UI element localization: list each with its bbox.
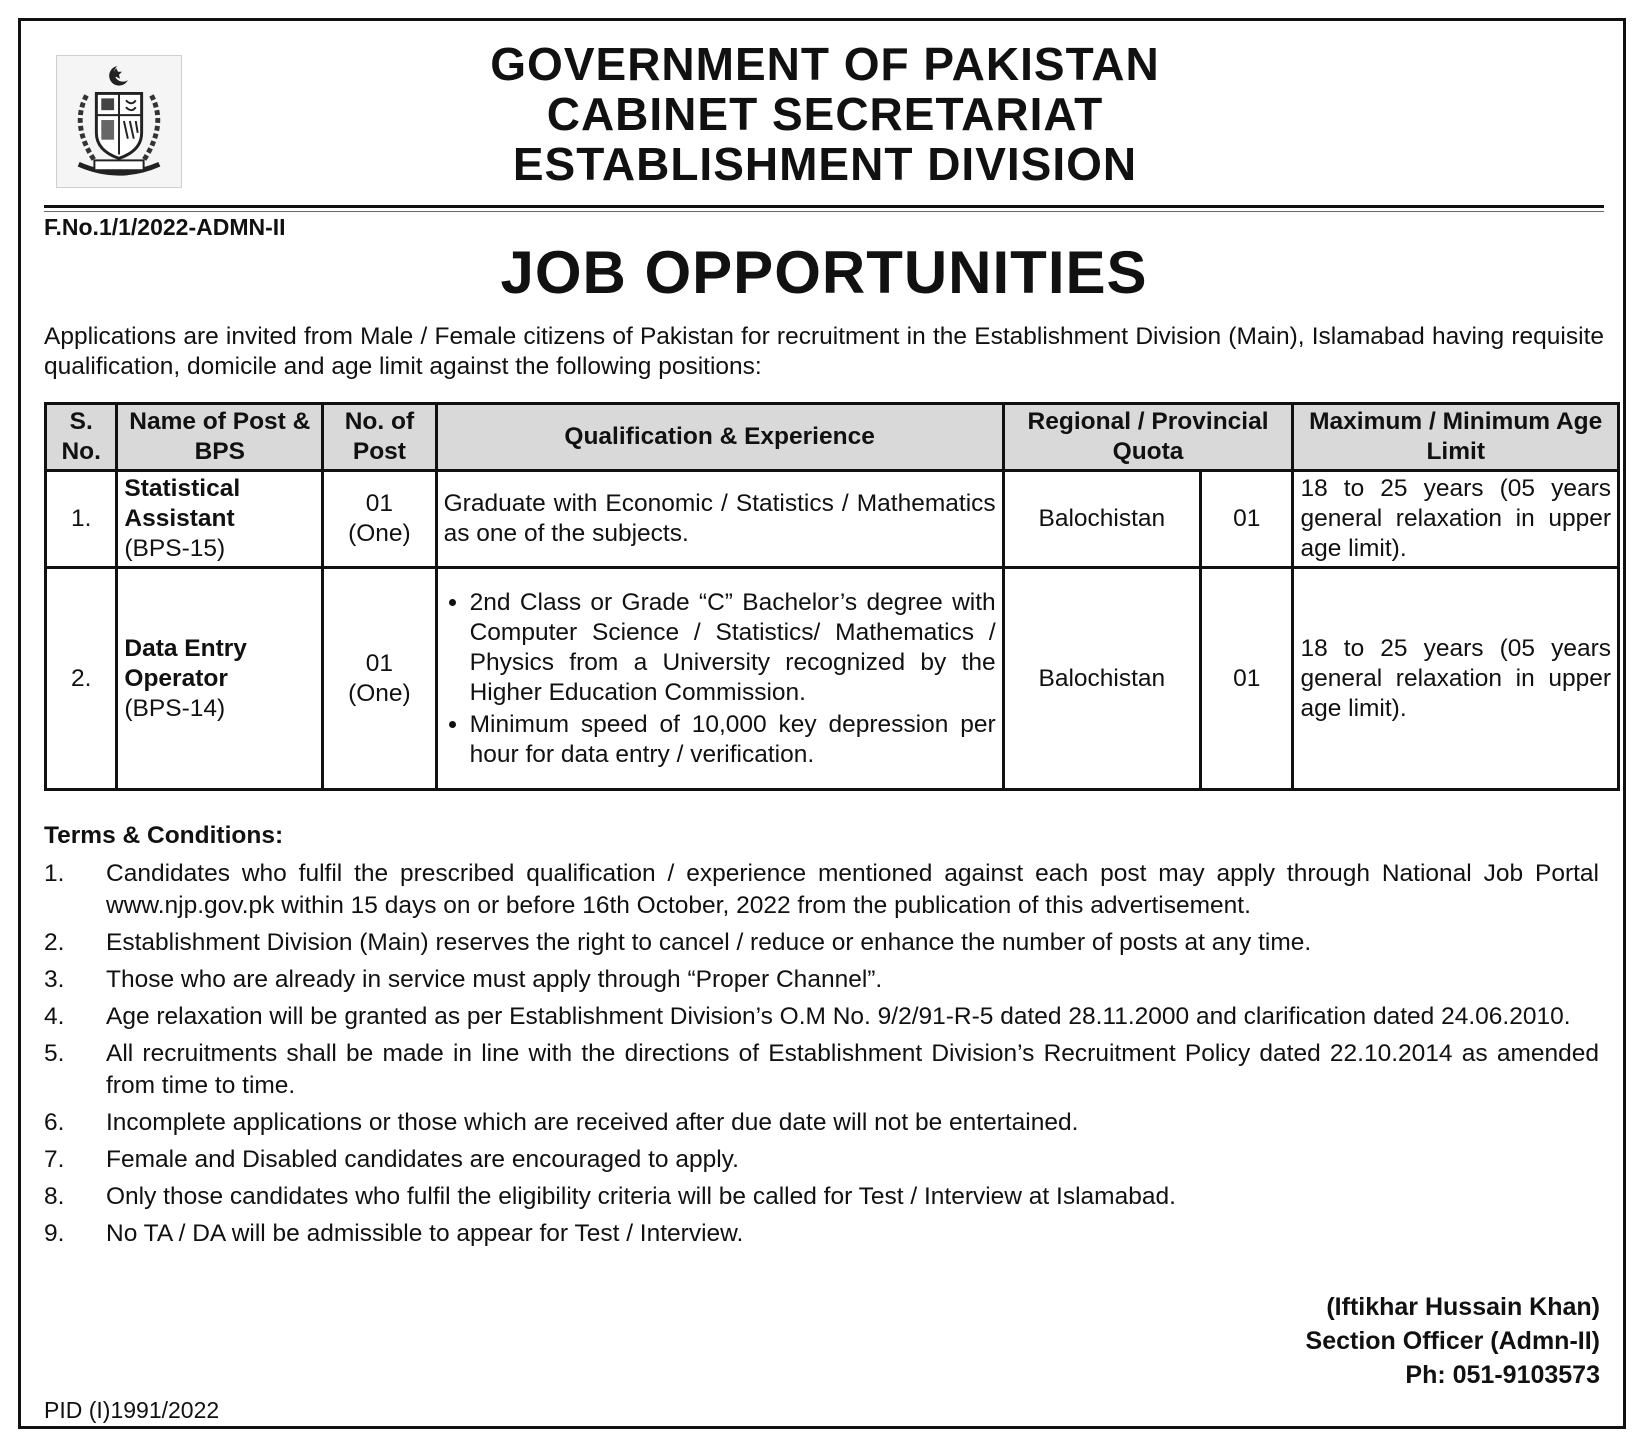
signatory-name: (Iftikhar Hussain Khan) [1326,1293,1600,1321]
cell-age: 18 to 25 years (05 years general relaxation in upper age limit). [1293,568,1619,790]
header-post: Name of Post & BPS [117,404,323,471]
term-number: 5. [44,1040,65,1067]
term-number: 7. [44,1146,65,1173]
signature-block [1306,1290,1600,1392]
list-item [44,964,1599,996]
header-divider [44,205,1604,208]
term-text: All recruitments shall be made in line with the directions of Establishment Division’s Recruitment Policy dated 22.10.2014 as amended from time to time. [106,1040,1599,1099]
term-number: 4. [44,1003,65,1030]
list-item [44,927,1599,959]
header-divider-thin [44,211,1604,212]
header-sno: S. No. [46,404,117,471]
cell-sno: 2. [46,568,117,790]
term-number: 3. [44,966,65,993]
term-text: No TA / DA will be admissible to appear for Test / Interview. [106,1220,744,1247]
page-title: JOB OPPORTUNITIES [500,239,1148,306]
post-count: 01 [365,490,394,517]
post-name: Statistical Assistant [124,475,241,532]
list-item [44,858,1599,922]
signatory-designation: Section Officer (Admn-II) [1305,1327,1600,1355]
term-text: Age relaxation will be granted as per Establishment Division’s O.M No. 9/2/91-R-5 dated 28.11.2000 and clarification dated 24.06.2010. [106,1003,1571,1030]
term-text: Establishment Division (Main) reserves the right to cancel / reduce or enhance the number of posts at any time. [106,929,1312,956]
list-item [44,1038,1599,1102]
list-item [44,1107,1599,1139]
header-line-government: GOVERNMENT OF PAKISTAN [490,38,1160,90]
cell-qualification [436,568,1003,790]
cell-sno: 1. [46,471,117,568]
term-text: Those who are already in service must apply through “Proper Channel”. [106,966,883,993]
cell-quota: 01 [1201,471,1293,568]
cell-region: Balochistan [1003,568,1200,790]
emblem-drawing [57,56,181,187]
table-row [46,471,1619,568]
term-text: Candidates who fulfil the prescribed qualification / experience mentioned against each post may apply through National Job Portal www.njp.gov.pk within 15 days on or before 16th October, 2022 from the publication of this advertisement. [106,860,1599,919]
list-item [44,1001,1599,1033]
header-quota: Regional / Provincial Quota [1003,404,1293,471]
positions-table [44,402,1620,791]
table-row [46,568,1619,790]
header-line-division: ESTABLISHMENT DIVISION [512,138,1138,190]
term-number: 8. [44,1183,65,1210]
cell-post [117,568,323,790]
cell-region: Balochistan [1003,471,1200,568]
post-count-words: (One) [348,520,411,547]
government-emblem-icon [56,55,182,188]
table-header-row [46,404,1619,471]
cell-count [323,471,436,568]
list-item [44,1144,1599,1176]
term-number: 9. [44,1220,65,1247]
header-line-secretariat: CABINET SECRETARIAT [546,88,1104,140]
cell-post [117,471,323,568]
header-qualification: Qualification & Experience [436,404,1003,471]
terms-heading: Terms & Conditions: [44,822,284,849]
term-text: Incomplete applications or those which are received after due date will not be entertained. [106,1109,1079,1136]
post-bps: (BPS-14) [124,694,226,722]
pid-number: PID (I)1991/2022 [44,1397,220,1423]
term-number: 6. [44,1109,65,1136]
cell-quota: 01 [1201,568,1293,790]
post-count-words: (One) [348,679,411,707]
intro-paragraph: Applications are invited from Male / Female citizens of Pakistan for recruitment in the Establishment Division (Main), Islamabad having requisite qualification, domicile and age limit against the following positions: [44,323,1604,380]
post-count: 01 [365,649,394,677]
post-bps: (BPS-15) [124,535,226,562]
post-name: Data Entry Operator [124,634,247,692]
signatory-phone: Ph: 051-9103573 [1405,1361,1600,1389]
terms-list [44,858,1599,1255]
header-count: No. of Post [323,404,436,471]
term-number: 1. [44,860,65,887]
cell-count [323,568,436,790]
cell-age: 18 to 25 years (05 years general relaxation in upper age limit). [1293,471,1619,568]
qualification-list [444,588,996,770]
file-number: F.No.1/1/2022-ADMN-II [44,214,286,240]
cell-qualification: Graduate with Economic / Statistics / Mathematics as one of the subjects. [436,471,1003,568]
term-text: Female and Disabled candidates are encouraged to apply. [106,1146,739,1173]
qualification-point: • Minimum speed of 10,000 key depression per hour for data entry / verification. [470,710,996,770]
header-age: Maximum / Minimum Age Limit [1293,404,1619,471]
qualification-point: • 2nd Class or Grade “C” Bachelor’s degree with Computer Science / Statistics/ Mathematics / Physics from a University recognized by the Higher Education Commission. [470,588,996,708]
term-number: 2. [44,929,65,956]
term-text: Only those candidates who fulfil the eligibility criteria will be called for Test / Interview at Islamabad. [106,1183,1176,1210]
list-item [44,1181,1599,1213]
list-item [44,1218,1599,1250]
